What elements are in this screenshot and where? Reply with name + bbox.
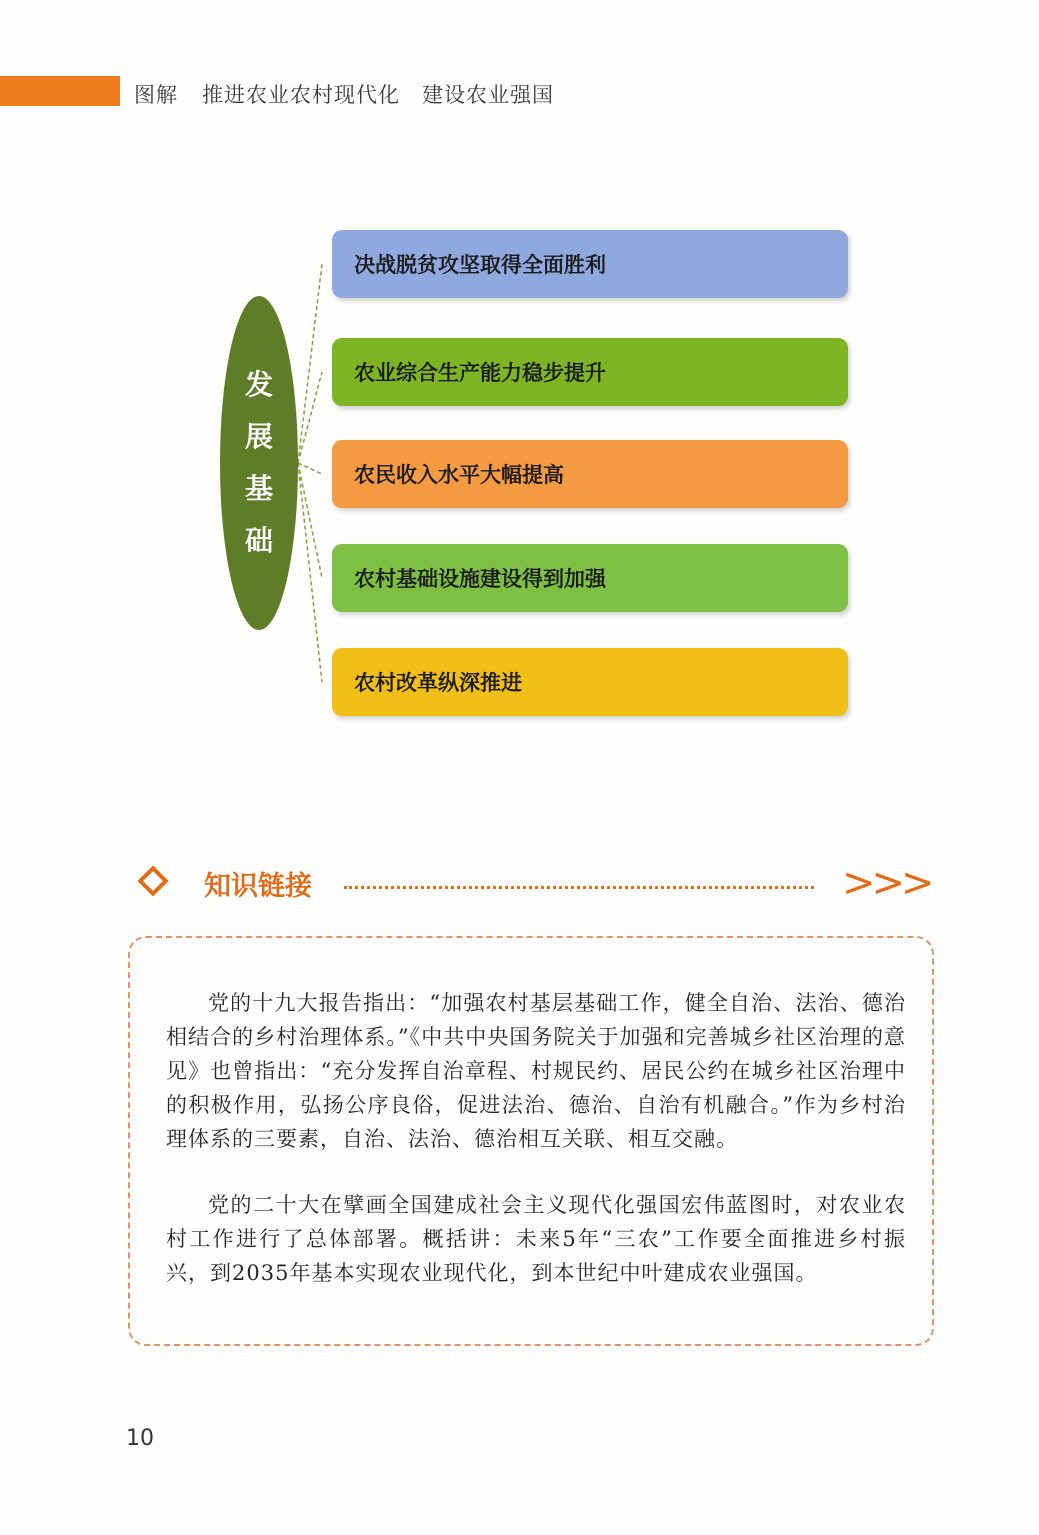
diagram-item-label: 农业综合生产能力稳步提升	[354, 361, 606, 385]
diagram-item-2	[332, 338, 848, 406]
diagram-item-3	[332, 440, 848, 508]
diagram-item-label: 农民收入水平大幅提高	[354, 463, 564, 487]
center-char: 础	[244, 524, 273, 557]
center-char: 展	[244, 420, 273, 453]
diagram-item-label: 农村改革纵深推进	[354, 671, 522, 695]
center-char: 基	[244, 472, 273, 505]
knowledge-paragraph-1: 党的十九大报告指出：“加强农村基层基础工作，健全自治、法治、德治相结合的乡村治理体系。”《中共中央国务院关于加强和完善城乡社区治理的意见》也曾指出：“充分发挥自治章程、村规民约、居民公约在城乡社区治理中的积极作用，弘扬公序良俗，促进法治、德治、自治有机融合。”作为乡村治理体系的三要素，自治、法治、德治相互关联、相互交融。	[166, 991, 906, 1151]
diagram-item-label: 农村基础设施建设得到加强	[354, 567, 606, 591]
diagram-item-1	[332, 230, 848, 298]
diamond-icon	[137, 865, 168, 896]
diagram-item-5	[332, 648, 848, 716]
diagram-item-label: 决战脱贫攻坚取得全面胜利	[354, 253, 606, 277]
header-title-text: 推进农业农村现代化 建设农业强国	[202, 83, 554, 107]
section-title: 知识链接	[204, 871, 312, 902]
header-section: 图解	[134, 83, 178, 107]
development-foundation-node	[220, 296, 298, 630]
knowledge-paragraph-2: 党的二十大在擘画全国建成社会主义现代化强国宏伟蓝图时，对农业农村工作进行了总体部署。概括讲：未来5年“三农”工作要全面推进乡村振兴，到2035年基本实现农业现代化，到本世纪中叶建成农业强国。	[166, 1193, 906, 1285]
diagram-item-4	[332, 544, 848, 612]
dotted-divider	[344, 886, 814, 889]
page-number: 10	[126, 1426, 154, 1451]
center-char: 发	[244, 368, 273, 401]
chevrons-icon: >>>	[842, 860, 931, 906]
